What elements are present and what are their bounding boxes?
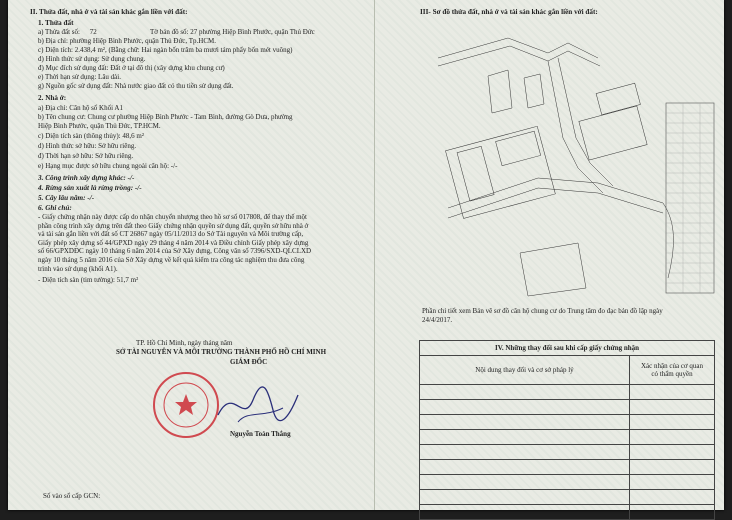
other-construction: 3. Công trình xây dựng khác: -/-: [38, 174, 135, 182]
ownership-form: d) Hình thức sở hữu: Sở hữu riêng.: [38, 142, 137, 150]
building-name: b) Tên chung cư: Chung cư phường Hiệp Bình Phước - Tam Bình, đường Gò Dưa, phường: [38, 113, 293, 121]
map-sheet: Tờ bản đồ số: 27 phường Hiệp Bình Phước, quận Thủ Đức: [150, 28, 315, 36]
table-row: [420, 430, 715, 445]
usage-origin: g) Nguồn gốc sử dụng đất: Nhà nước giao đất có thu tiền sử dụng đất.: [38, 82, 234, 90]
usage-form: d) Hình thức sử dụng: Sử dụng chung.: [38, 55, 146, 63]
table-row: [420, 415, 715, 430]
changes-col-confirm-line1: Xác nhận của cơ quan: [640, 362, 703, 370]
table-row: [420, 505, 715, 520]
building-name-cont: Hiệp Bình Phước, quận Thủ Đức, TP.HCM.: [38, 122, 161, 130]
map-caption: [422, 307, 712, 324]
sign-date: TP. Hồ Chí Minh, ngày tháng năm: [136, 339, 233, 347]
table-row: [420, 490, 715, 505]
note-line: số 66/GPXDĐC ngày 10 tháng 6 năm 2014 của Sở Xây dựng, Công văn số 7396/SXD-QLCLXD: [38, 247, 312, 256]
changes-col-content: Nội dung thay đổi và cơ sở pháp lý: [420, 356, 630, 385]
changes-col-confirm-line2: có thẩm quyền: [651, 370, 693, 378]
table-row: [420, 445, 715, 460]
land-title: 1. Thửa đất: [38, 19, 74, 27]
shared-items: e) Hạng mục được sở hữu chung ngoài căn hộ: -/-: [38, 162, 178, 170]
table-row: [420, 385, 715, 400]
changes-table-title: IV. Những thay đổi sau khi cấp giấy chứng nhận: [420, 341, 715, 356]
parcel-label: a) Thửa đất số:: [38, 28, 80, 36]
land-area: c) Diện tích: 2.438,4 m², (Bằng chữ: Hai ngàn bốn trăm ba mươi tám phẩy bốn mét vuông): [38, 46, 293, 54]
note-line: ngày 10 tháng 5 năm 2016 của Sở Xây dựng về kết quả kiểm tra công tác nghiệm thu đưa công: [38, 255, 305, 264]
sign-org: SỞ TÀI NGUYÊN VÀ MÔI TRƯỜNG THÀNH PHỐ HỒ CHÍ MINH: [116, 348, 327, 356]
map-caption-line-2: 24/4/2017.: [422, 315, 453, 324]
usage-duration: e) Thời hạn sử dụng: Lâu dài.: [38, 73, 121, 81]
certificate-sheet: [8, 0, 724, 510]
changes-table: [419, 340, 715, 520]
table-row: [420, 400, 715, 415]
note-line: phần công trình xây dựng trên đất theo Giấy chứng nhận quyền sử dụng đất, quyền sở hữu nhà ở: [38, 221, 309, 230]
note-line: - Diện tích sàn (tim tường): 51,7 m²: [38, 276, 139, 285]
changes-col-confirm: [630, 356, 715, 385]
house-address: a) Địa chỉ: Căn hộ số Khối A1: [38, 104, 123, 112]
official-stamp: [153, 372, 219, 438]
parcel-value: 72: [89, 28, 97, 36]
gcn-number-label: Số vào sổ cấp GCN:: [43, 492, 101, 500]
table-row: [420, 460, 715, 475]
house-title: 2. Nhà ở:: [38, 94, 67, 102]
notes-title: 6. Ghi chú:: [38, 204, 72, 212]
sign-role: GIÁM ĐỐC: [230, 358, 268, 366]
note-line: trình vào sử dụng (khối A1).: [38, 264, 118, 273]
site-plan-map: [428, 18, 718, 303]
perennial: 5. Cây lâu năm: -/-: [38, 194, 95, 202]
notes-block: [38, 213, 368, 285]
note-line: và tài sản gắn liền với đất số CT 26867 ngày 05/11/2013 do Sở Tài nguyên và Môi trường cấp,: [38, 230, 304, 239]
map-caption-line-1: Phần chi tiết xem Bản vẽ sơ đồ căn hộ chung cư do Trung tâm đo đạc bản đồ lập ngày: [422, 307, 663, 315]
forest: 4. Rừng sản xuất là rừng trồng: -/-: [38, 184, 142, 192]
parcel-row: [38, 28, 315, 36]
table-row: [420, 475, 715, 490]
section-2-heading: II. Thửa đất, nhà ở và tài sản khác gắn liền với đất:: [30, 8, 188, 16]
section-3-heading: III- Sơ đồ thửa đất, nhà ở và tài sản khác gắn liền với đất:: [420, 8, 598, 16]
director-name: Nguyễn Toàn Thắng: [230, 430, 291, 438]
note-line: Giấy phép xây dựng số 44/GPXD ngày 29 tháng 4 năm 2014 và Điều chỉnh Giấy phép xây dựng: [38, 238, 309, 247]
page-fold: [374, 0, 375, 510]
land-address: b) Địa chỉ: phường Hiệp Bình Phước, quận Thủ Đức, Tp.HCM.: [38, 37, 216, 45]
director-signature: [213, 380, 303, 430]
ownership-term: đ) Thời hạn sở hữu: Sở hữu riêng.: [38, 152, 134, 160]
usage-purpose: đ) Mục đích sử dụng đất: Đất ở tại đô thị (xây dựng khu chung cư): [38, 64, 225, 72]
floor-area: c) Diện tích sàn (thông thủy): 48,6 m²: [38, 132, 144, 140]
note-line: - Giấy chứng nhận này được cấp do nhận chuyển nhượng theo hồ sơ số 017808, để thay thế một: [38, 213, 307, 221]
